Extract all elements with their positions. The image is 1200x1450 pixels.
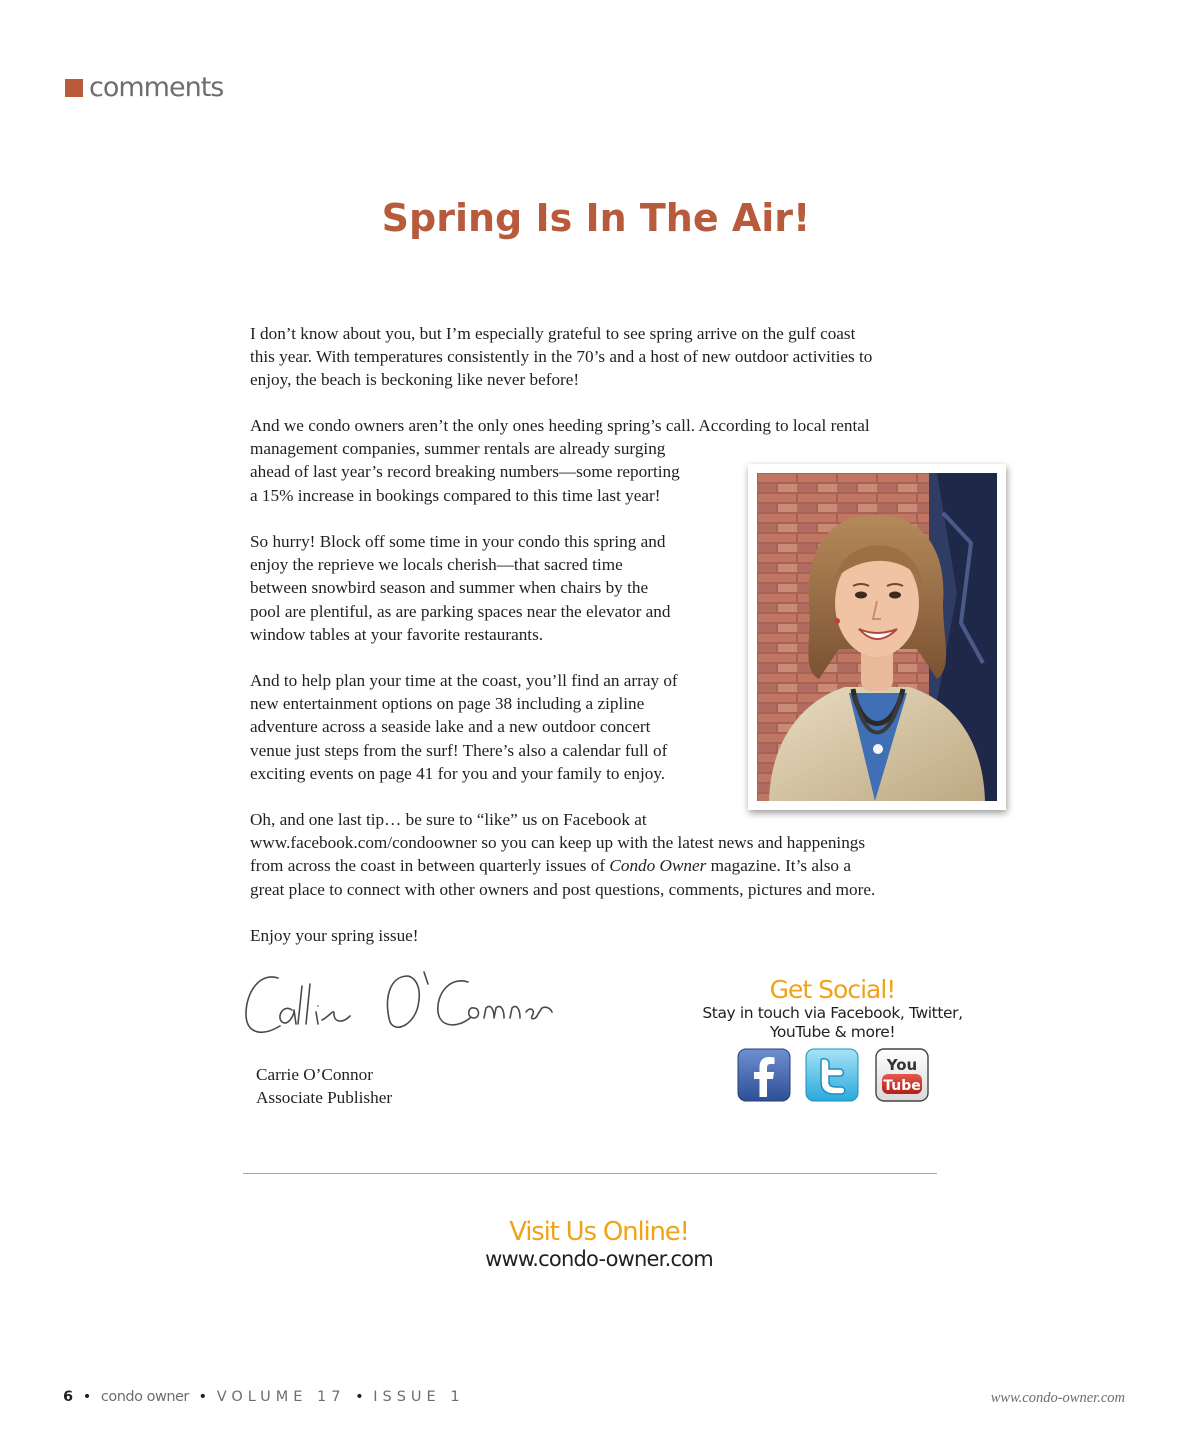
text-line: great place to connect with other owners and post questions, comments, pictures and more.: [250, 879, 876, 899]
section-label: comments: [89, 72, 224, 103]
text-line: And we condo owners aren’t the only ones heeding spring’s call. According to local rental: [250, 416, 870, 435]
paragraph-6: Enjoy your spring issue!: [250, 926, 419, 945]
text-line: enjoy, the beach is beckoning like never before!: [250, 370, 580, 390]
text-line: [250, 854, 940, 877]
text-run: from across the coast in between quarterly issues of: [250, 856, 610, 876]
text-line: exciting events on page 41 for you and your family to enjoy.: [250, 763, 666, 783]
social-heading: Get Social!: [769, 975, 896, 1004]
text-line: this year. With temperatures consistently in the 70’s and a host of new outdoor activities to: [250, 347, 873, 367]
article-title: Spring Is In The Air!: [381, 196, 811, 240]
facebook-icon[interactable]: [736, 1047, 792, 1103]
text-line: adventure across a seaside lake and a new outdoor concert: [250, 717, 651, 737]
text-run: magazine. It’s also a: [706, 856, 851, 876]
signer-role: Associate Publisher: [256, 1088, 393, 1107]
divider-rule: [243, 1173, 937, 1174]
text-line: Oh, and one last tip… be sure to “like” us on Facebook at: [250, 810, 647, 829]
youtube-icon[interactable]: [874, 1047, 930, 1103]
visit-heading: Visit Us Online!: [509, 1217, 689, 1247]
social-line-2: YouTube & more!: [769, 1023, 896, 1041]
issue-label: ISSUE 1: [373, 1389, 465, 1405]
paragraph-3: [250, 530, 720, 646]
paragraph-1: [250, 322, 940, 392]
text-line: And to help plan your time at the coast, you’ll find an array of: [250, 671, 678, 690]
text-line: pool are plentiful, as are parking spaces near the elevator and: [250, 601, 671, 621]
text-line: between snowbird season and summer when chairs by the: [250, 578, 649, 598]
section-header: [65, 74, 223, 101]
text-line: ahead of last year’s record breaking numbers—some reporting: [250, 462, 680, 482]
section-marker-square: [65, 79, 83, 97]
magazine-name-italic: Condo Owner: [609, 856, 707, 876]
handwritten-signature: [238, 962, 558, 1052]
text-line: venue just steps from the surf! There’s also a calendar full of: [250, 740, 668, 760]
publisher-photo: [748, 464, 1006, 810]
magazine-name: condo owner: [100, 1389, 189, 1405]
social-line-1: Stay in touch via Facebook, Twitter,: [702, 1004, 963, 1022]
text-line: So hurry! Block off some time in your condo this spring and: [250, 532, 666, 551]
youtube-you-text: You: [886, 1056, 918, 1074]
text-line: I don’t know about you, but I’m especially grateful to see spring arrive on the gulf coast: [250, 324, 856, 343]
social-description: [690, 1004, 975, 1042]
website-link[interactable]: www.condo-owner.com: [485, 1247, 713, 1271]
portrait-photo: [757, 473, 997, 801]
footer-url: www.condo-owner.com: [990, 1390, 1125, 1406]
bullet-separator: •: [82, 1389, 92, 1405]
text-line: www.facebook.com/condoowner so you can keep up with the latest news and happenings: [250, 833, 866, 853]
bullet-separator: •: [355, 1389, 364, 1405]
paragraph-4: [250, 669, 725, 785]
text-line: management companies, summer rentals are already surging: [250, 439, 666, 459]
text-line: enjoy the reprieve we locals cherish—that sacred time: [250, 555, 623, 575]
footer-left: [63, 1389, 465, 1405]
youtube-tube-text: Tube: [883, 1078, 921, 1094]
signer-name: Carrie O’Connor: [256, 1065, 373, 1084]
text-line: new entertainment options on page 38 including a zipline: [250, 694, 645, 714]
signer-block: [256, 1063, 392, 1109]
page-number: 6: [63, 1389, 74, 1405]
volume-label: VOLUME 17: [216, 1389, 346, 1405]
twitter-icon[interactable]: [804, 1047, 860, 1103]
text-line: a 15% increase in bookings compared to this time last year!: [250, 485, 661, 505]
paragraph-5: [250, 808, 940, 901]
text-line: window tables at your favorite restaurants.: [250, 624, 544, 644]
bullet-separator: •: [198, 1389, 208, 1405]
